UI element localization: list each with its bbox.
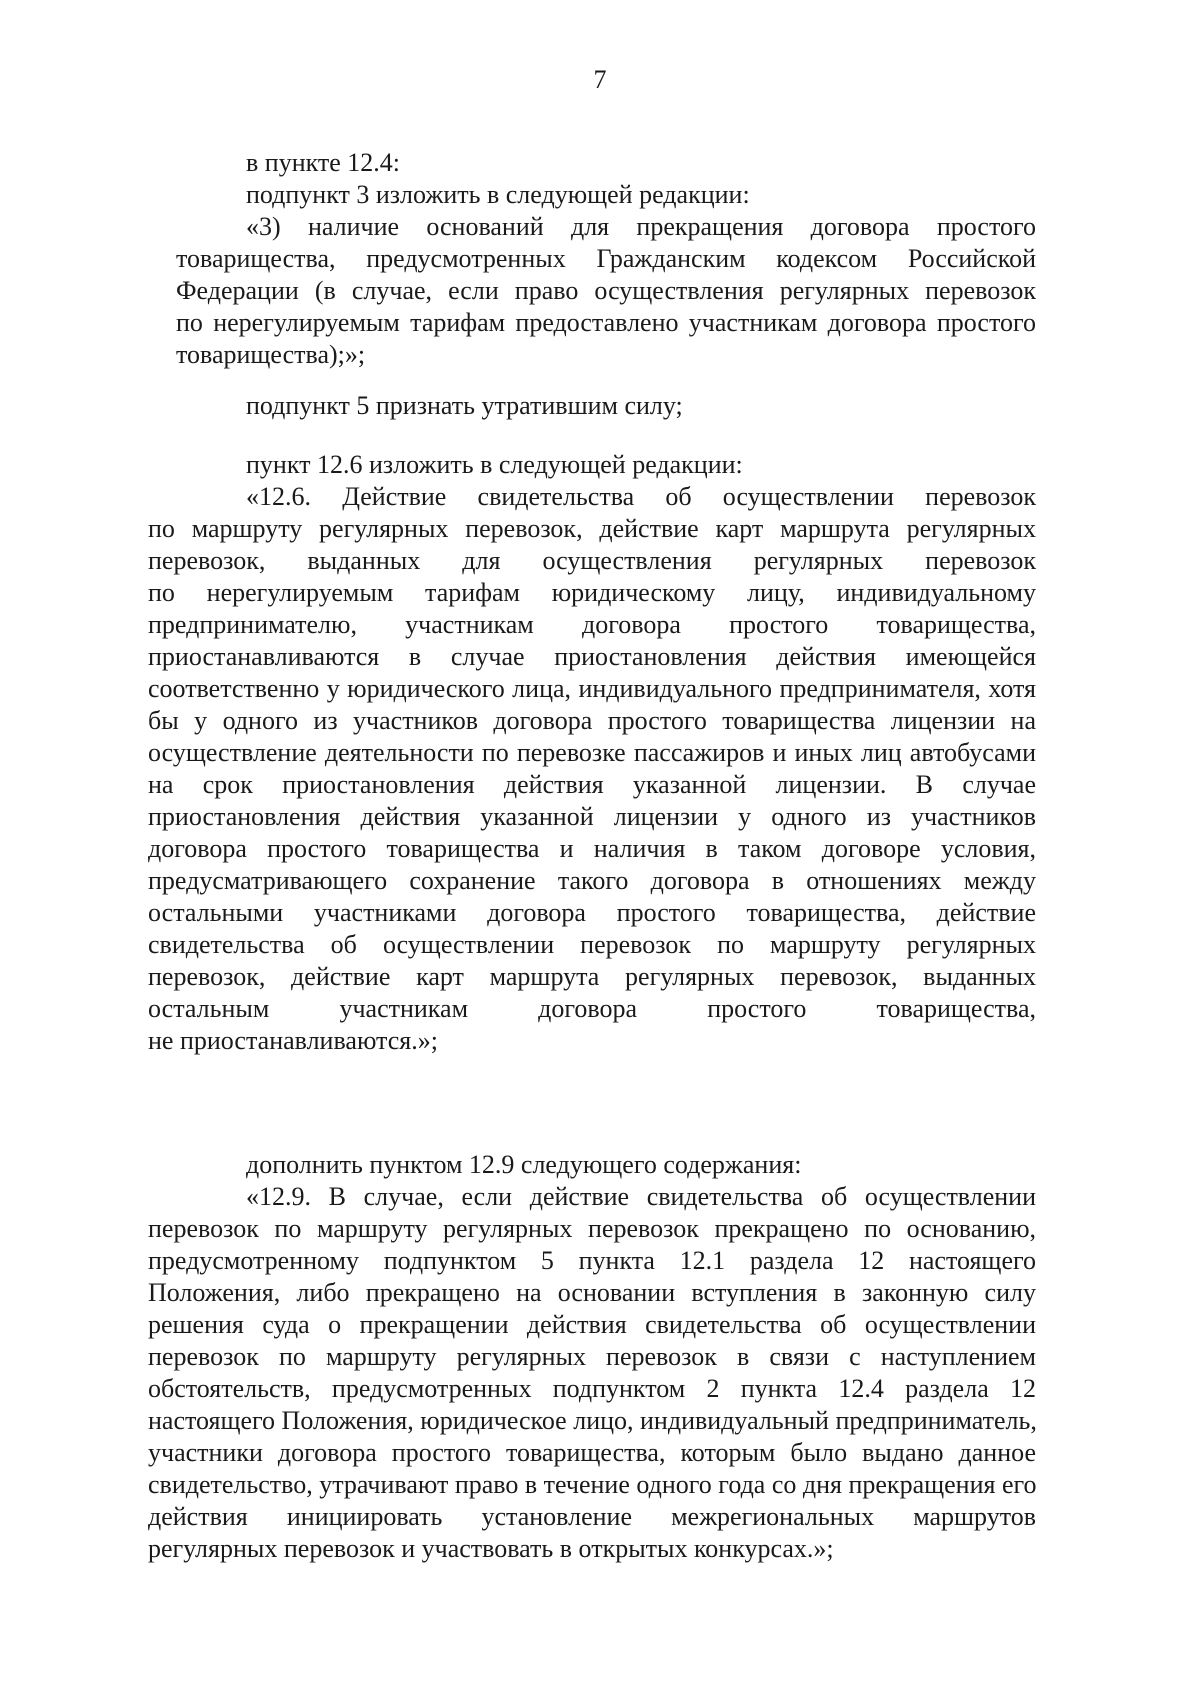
text-line: договора простого товарищества и наличия в таком договоре условия, [148, 834, 1036, 863]
text-line: подпункт 3 изложить в следующей редакции: [246, 180, 750, 209]
text-line: осуществление деятельности по перевозке пассажиров и иных лиц автобусами [148, 738, 1036, 767]
text-line: перевозок по маршруту регулярных перевозок прекращено по основанию, [148, 1214, 1036, 1243]
text-line: Положения, либо прекращено на основании вступления в законную силу [148, 1278, 1036, 1307]
text-line: регулярных перевозок и участвовать в открытых конкурсах.»; [148, 1534, 834, 1563]
text-line: товарищества);»; [176, 340, 366, 369]
text-line: дополнить пунктом 12.9 следующего содержания: [246, 1150, 802, 1179]
section-item-12-6 [148, 449, 1036, 1057]
text-line: остальными участниками договора простого товарищества, действие [148, 898, 1036, 927]
text-line: Федерации (в случае, если право осуществления регулярных перевозок [176, 276, 1036, 305]
text-line: обстоятельств, предусмотренных подпунктом 2 пункта 12.4 раздела 12 [148, 1374, 1036, 1403]
text-line: в пункте 12.4: [246, 148, 401, 177]
text-line: «12.6. Действие свидетельства об осуществлении перевозок [246, 482, 1036, 511]
text-line: «12.9. В случае, если действие свидетельства об осуществлении [246, 1182, 1036, 1211]
text-line: «3) наличие оснований для прекращения договора простого [246, 212, 1036, 241]
text-line: приостанавливаются в случае приостановления действия имеющейся [148, 642, 1036, 671]
text-line: решения суда о прекращении действия свидетельства об осуществлении [148, 1310, 1036, 1339]
text-line: по нерегулируемым тарифам предоставлено участникам договора простого [176, 308, 1036, 337]
text-line: свидетельства об осуществлении перевозок по маршруту регулярных [148, 930, 1036, 959]
text-line: приостановления действия указанной лицензии у одного из участников [148, 802, 1036, 831]
text-line: остальным участникам договора простого товарищества, [148, 994, 1036, 1023]
text-line: предусматривающего сохранение такого договора в отношениях между [148, 866, 1036, 895]
text-line: предусмотренному подпунктом 5 пункта 12.1 раздела 12 настоящего [148, 1246, 1036, 1275]
section-subitem-5 [176, 390, 1036, 422]
page-number: 7 [593, 65, 607, 94]
section-item-12-4 [176, 147, 1036, 371]
text-line: перевозок по маршруту регулярных перевозок в связи с наступлением [148, 1342, 1036, 1371]
text-line: предпринимателю, участникам договора простого товарищества, [148, 610, 1036, 639]
text-line: на срок приостановления действия указанной лицензии. В случае [148, 770, 1036, 799]
section-item-12-9 [148, 1149, 1036, 1565]
text-line: свидетельство, утрачивают право в течение одного года со дня прекращения его [148, 1470, 1037, 1499]
text-line: действия инициировать установление межрегиональных маршрутов [148, 1502, 1036, 1531]
text-line: подпункт 5 признать утратившим силу; [246, 391, 683, 420]
text-line: соответственно у юридического лица, индивидуального предпринимателя, хотя [148, 674, 1036, 703]
text-line: не приостанавливаются.»; [148, 1026, 438, 1055]
text-line: перевозок, выданных для осуществления регулярных перевозок [148, 546, 1036, 575]
text-line: пункт 12.6 изложить в следующей редакции: [246, 450, 743, 479]
text-line: по маршруту регулярных перевозок, действие карт маршрута регулярных [148, 514, 1036, 543]
text-line: настоящего Положения, юридическое лицо, индивидуальный предприниматель, [148, 1406, 1037, 1435]
text-line: бы у одного из участников договора простого товарищества лицензии на [148, 706, 1036, 735]
text-line: участники договора простого товарищества, которым было выдано данное [148, 1438, 1036, 1467]
text-line: по нерегулируемым тарифам юридическому лицу, индивидуальному [148, 578, 1036, 607]
text-line: перевозок, действие карт маршрута регулярных перевозок, выданных [148, 962, 1036, 991]
text-line: товарищества, предусмотренных Гражданским кодексом Российской [176, 244, 1036, 273]
